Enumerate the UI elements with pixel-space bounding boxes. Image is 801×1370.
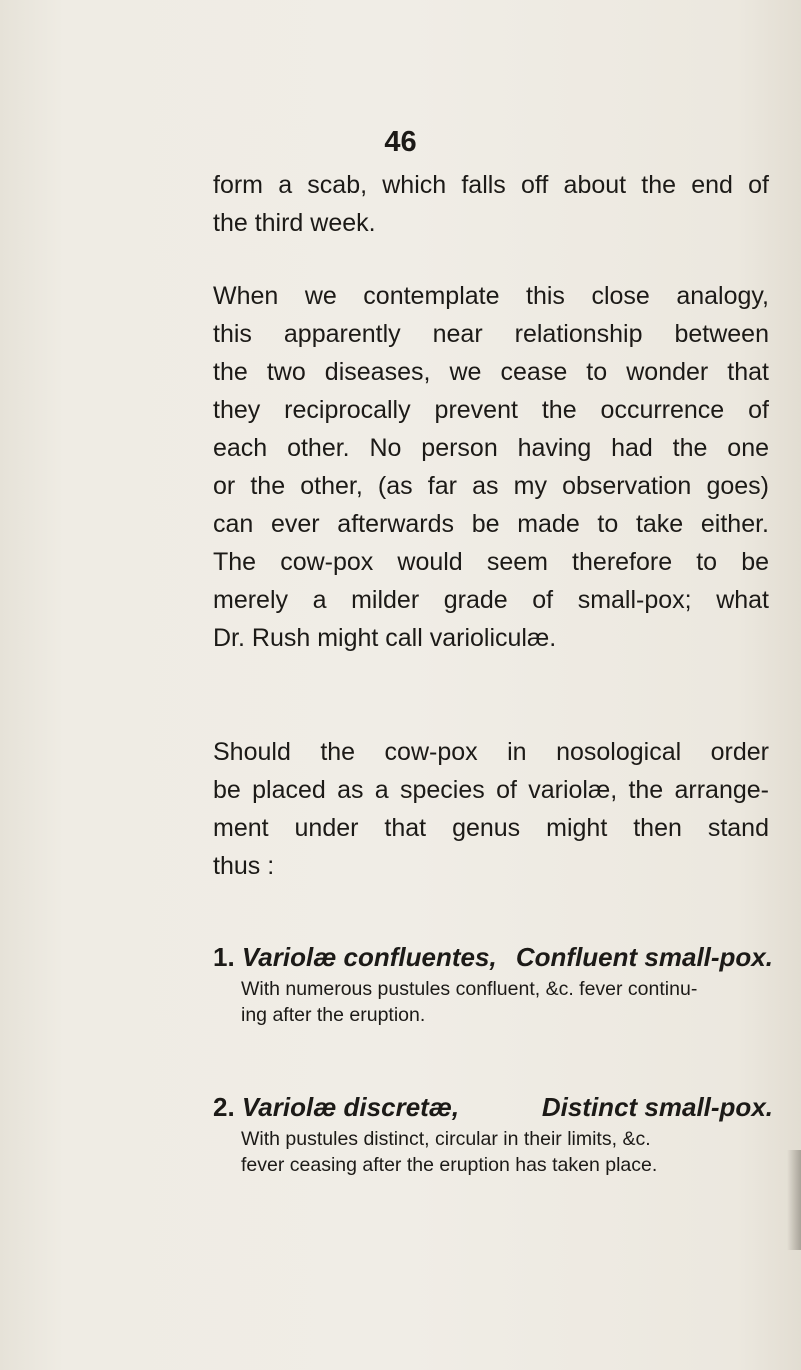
paragraph-1 <box>213 166 769 242</box>
entry-latin-name: Variolæ confluentes, <box>241 942 497 972</box>
classification-entry-1 <box>213 938 773 1028</box>
text-line: or the other, (as far as my observation goes) <box>213 472 769 500</box>
text-line: form a scab, which falls off about the end of <box>213 171 769 199</box>
text-line: this apparently near relationship between <box>213 320 769 348</box>
description-line: ing after the eruption. <box>241 1004 426 1026</box>
entry-description <box>213 1126 773 1178</box>
text-line: When we contemplate this close analogy, <box>213 282 769 310</box>
text-line: they reciprocally prevent the occurrence of <box>213 396 769 424</box>
description-line: fever ceasing after the eruption has taken place. <box>241 1154 658 1176</box>
entry-heading <box>213 938 773 976</box>
text-line: thus : <box>213 852 275 880</box>
entry-english-name: Confluent small-pox. <box>515 942 773 972</box>
text-line: be placed as a species of variolæ, the arrange- <box>213 776 769 804</box>
text-line: the third week. <box>213 209 376 237</box>
page-edge-shadow <box>787 1150 801 1250</box>
text-line: Dr. Rush might call varioliculæ. <box>213 624 557 652</box>
text-line: each other. No person having had the one <box>213 434 769 462</box>
text-line: can ever afterwards be made to take either. <box>213 510 769 538</box>
entry-number: 1. <box>213 942 235 972</box>
description-line: With numerous pustules confluent, &c. fever continu- <box>241 978 698 1000</box>
description-line: With pustules distinct, circular in their limits, &c. <box>241 1128 651 1150</box>
paragraph-3 <box>213 733 769 885</box>
entry-english-name: Distinct small-pox. <box>541 1092 773 1122</box>
entry-description <box>213 976 773 1028</box>
text-line: merely a milder grade of small-pox; what <box>213 586 769 614</box>
page-number: 46 <box>384 126 417 158</box>
text-line: Should the cow-pox in nosological order <box>213 738 769 766</box>
entry-heading <box>213 1088 773 1126</box>
entry-latin-name: Variolæ discretæ, <box>241 1092 460 1122</box>
text-line: the two diseases, we cease to wonder that <box>213 358 769 386</box>
paragraph-2 <box>213 277 769 657</box>
entry-number: 2. <box>213 1092 235 1122</box>
classification-entry-2 <box>213 1088 773 1178</box>
text-line: The cow-pox would seem therefore to be <box>213 548 769 576</box>
text-line: ment under that genus might then stand <box>213 814 769 842</box>
